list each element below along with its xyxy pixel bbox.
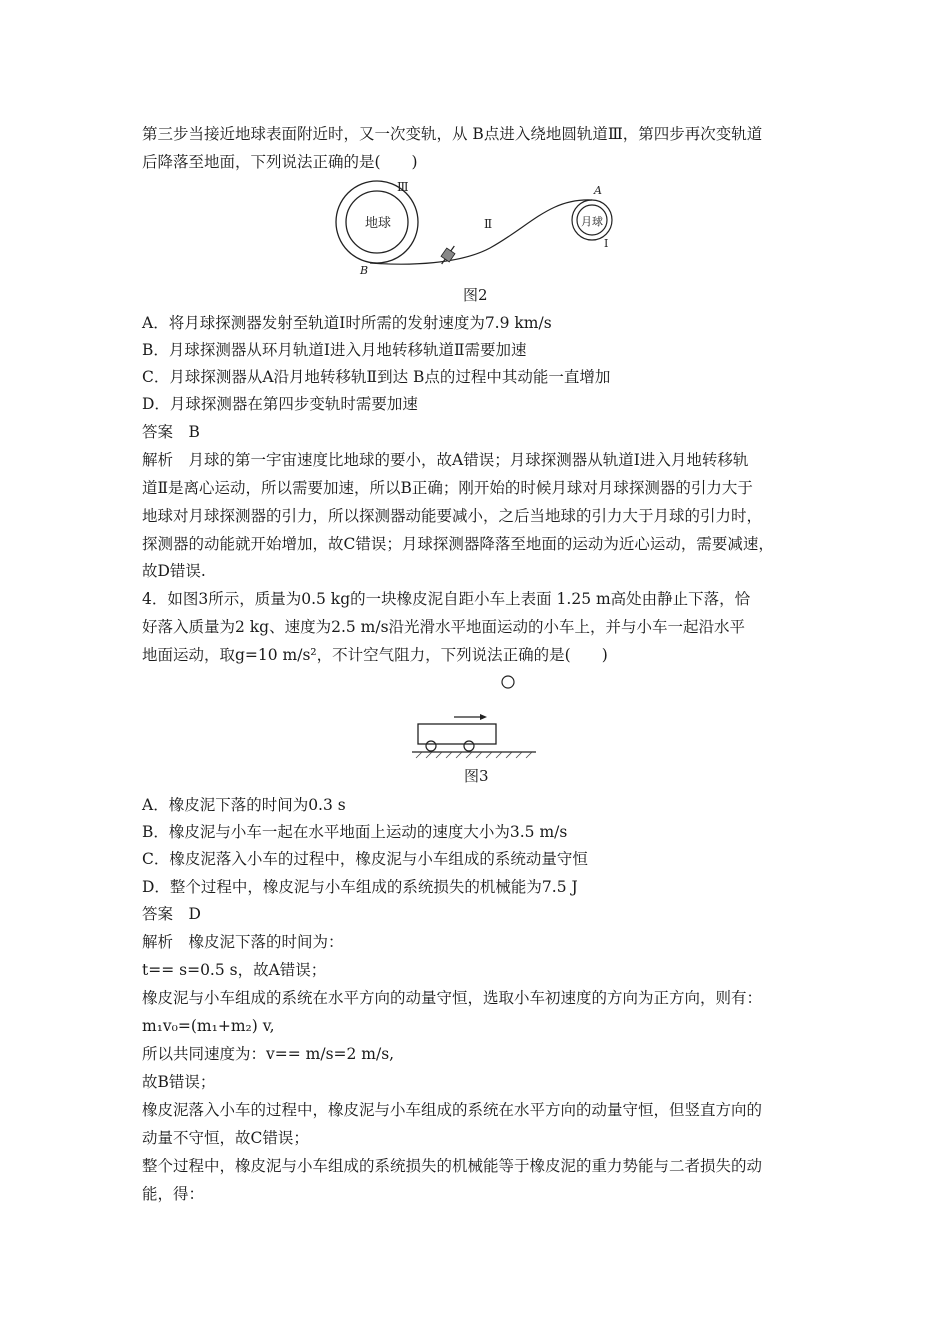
q4-analysis-line-8: 动量不守恒，故C错误； bbox=[142, 1129, 309, 1147]
figure-3-caption: 图3 bbox=[464, 767, 489, 785]
earth-label: 地球 bbox=[365, 216, 392, 231]
q4-option-a: A．橡皮泥下落的时间为0.3 s bbox=[142, 796, 346, 814]
velocity-arrowhead bbox=[480, 714, 487, 720]
q4-stem-line-3: 地面运动，取g=10 m/s²，不计空气阻力，下列说法正确的是( ) bbox=[142, 646, 608, 664]
q4-analysis-line-3: 橡皮泥与小车组成的系统在水平方向的动量守恒，选取小车初速度的方向为正方向，则有： bbox=[142, 989, 763, 1007]
q3-option-b: B．月球探测器从环月轨道Ⅰ进入月地转移轨道Ⅱ需要加速 bbox=[142, 341, 527, 359]
figure-2-caption: 图2 bbox=[463, 286, 488, 304]
q4-analysis-line-2: t== s=0.5 s，故A错误； bbox=[142, 961, 327, 979]
q3-intro-line-2: 后降落至地面，下列说法正确的是( ) bbox=[142, 153, 418, 171]
ground-hatching bbox=[416, 752, 532, 758]
q3-intro-line-1: 第三步当接近地球表面附近时，又一次变轨，从 B点进入绕地圆轨道Ⅲ，第四步再次变轨道 bbox=[142, 125, 763, 143]
q4-analysis-line-7: 橡皮泥落入小车的过程中，橡皮泥与小车组成的系统在水平方向的动量守恒，但竖直方向的 bbox=[142, 1101, 763, 1119]
q4-analysis-line-4: m₁v₀=(m₁+m₂) v, bbox=[142, 1017, 275, 1035]
q4-stem-line-2: 好落入质量为2 kg、速度为2.5 m/s沿光滑水平地面运动的小车上，并与小车一起沿水平 bbox=[142, 618, 746, 636]
cart-wheel-left bbox=[426, 741, 436, 751]
probe-icon bbox=[438, 243, 459, 267]
q4-option-d: D．整个过程中，橡皮泥与小车组成的系统损失的机械能为7.5 J bbox=[142, 878, 578, 896]
figure-2-orbit-diagram bbox=[330, 178, 630, 278]
q4-analysis-line-1: 解析 橡皮泥下落的时间为： bbox=[142, 933, 344, 951]
q3-analysis-line-3: 地球对月球探测器的引力，所以探测器动能要减小，之后当地球的引力大于月球的引力时， bbox=[142, 507, 763, 525]
clay-ball bbox=[502, 676, 514, 688]
q3-option-c: C．月球探测器从A沿月地转移轨Ⅱ到达 B点的过程中其动能一直增加 bbox=[142, 368, 611, 386]
figure-3-cart-diagram bbox=[410, 672, 540, 762]
transfer-orbit-2 bbox=[370, 200, 592, 264]
q3-option-a: A．将月球探测器发射至轨道Ⅰ时所需的发射速度为7.9 km/s bbox=[142, 314, 552, 332]
orbit-3-label: Ⅲ bbox=[397, 180, 409, 194]
point-b-label: B bbox=[360, 264, 369, 277]
q4-option-c: C．橡皮泥落入小车的过程中，橡皮泥与小车组成的系统动量守恒 bbox=[142, 850, 588, 868]
q3-analysis-line-1: 解析 月球的第一宇宙速度比地球的要小，故A错误；月球探测器从轨道Ⅰ进入月地转移轨 bbox=[142, 451, 749, 469]
orbit-1-label: Ⅰ bbox=[604, 237, 609, 250]
q4-answer: 答案 D bbox=[142, 905, 201, 923]
q4-analysis-line-10: 能，得： bbox=[142, 1185, 205, 1203]
q4-analysis-line-5: 所以共同速度为：v== m/s=2 m/s, bbox=[142, 1045, 395, 1063]
q4-stem-line-1: 4．如图3所示，质量为0.5 kg的一块橡皮泥自距小车上表面 1.25 m高处由静止下落，恰 bbox=[142, 590, 751, 608]
q4-option-b: B．橡皮泥与小车一起在水平地面上运动的速度大小为3.5 m/s bbox=[142, 823, 568, 841]
q3-analysis-line-5: 故D错误. bbox=[142, 562, 206, 580]
q3-option-d: D．月球探测器在第四步变轨时需要加速 bbox=[142, 395, 418, 413]
cart-wheel-right bbox=[464, 741, 474, 751]
q3-analysis-line-4: 探测器的动能就开始增加，故C错误；月球探测器降落至地面的运动为近心运动，需要减速， bbox=[142, 535, 774, 553]
q3-answer: 答案 B bbox=[142, 423, 200, 441]
point-a-label: A bbox=[594, 184, 602, 197]
moon-label: 月球 bbox=[581, 215, 603, 228]
q3-analysis-line-2: 道Ⅱ是离心运动，所以需要加速，所以B正确；刚开始的时候月球对月球探测器的引力大于 bbox=[142, 479, 753, 497]
q4-analysis-line-6: 故B错误； bbox=[142, 1073, 216, 1091]
orbit-2-label: Ⅱ bbox=[484, 217, 493, 231]
q4-analysis-line-9: 整个过程中，橡皮泥与小车组成的系统损失的机械能等于橡皮泥的重力势能与二者损失的动 bbox=[142, 1157, 763, 1175]
